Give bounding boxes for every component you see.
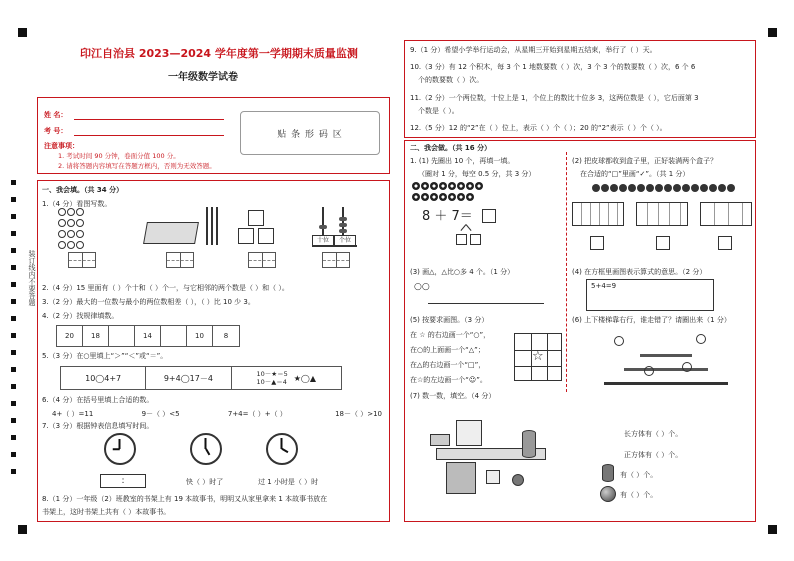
note-1: 1. 考试时间 90 分钟，卷面分值 100 分。 [58, 152, 180, 160]
s2-q2-line1: (2) 把皮球都收到盒子里，正好装满两个盒子？ [572, 157, 718, 165]
s2-q2-line2: 在合适的“□”里画“✓”。（共 1 分） [580, 170, 690, 178]
q6-item[interactable]: 18－（ ）>10 [335, 410, 382, 418]
box-picture-3 [700, 202, 752, 226]
q4-cell[interactable]: 10 [187, 326, 213, 346]
q7-text: 7.（3 分）根据钟表信息填写时间。 [42, 422, 154, 430]
check-box-2[interactable] [656, 236, 670, 250]
barcode-label: 贴 条 形 码 区 [277, 129, 343, 140]
cylinder-icon [602, 464, 614, 482]
box-picture-1 [572, 202, 624, 226]
q1-answer-4[interactable] [322, 252, 350, 268]
q7-quick: 快（ ）时了 [186, 478, 224, 486]
s2-q1-line2: （圈对 1 分，每空 0.5 分，共 3 分） [418, 170, 536, 178]
digital-clock-answer[interactable]: : [100, 474, 146, 488]
section2-divider [566, 152, 567, 392]
s2-q5-text: (5) 按要求画图。（3 分） [410, 316, 489, 324]
s2-q5-line3: 在△的右边画一个“□”， [410, 361, 486, 369]
q1-answer-2[interactable] [166, 252, 194, 268]
registration-mark [768, 28, 777, 37]
s2-q5-line1: 在 ☆ 的右边画一个“○”， [410, 331, 491, 339]
s2-q3-answer-line[interactable] [428, 303, 544, 304]
q10-line1: 10.（3 分）有 12 个积木，每 3 个 1 地数要数（ ）次，3 个 3 个的数要数（ ）次，6 个 6 [410, 63, 696, 71]
q4-pattern-row [56, 325, 240, 347]
q5-star-eq: 10－★＝5 [256, 369, 288, 378]
apples-picture [58, 208, 98, 252]
q5-item-c[interactable]: ★◯▲ [293, 373, 317, 383]
q4-cell[interactable] [109, 326, 135, 346]
q4-text: 4.（2 分）找规律填数。 [42, 312, 119, 320]
q12-text: 12.（5 分）12 的“2”在（ ）位上，表示（ ）个（ ）；20 的“2”表示（ ）个（ ）。 [410, 124, 667, 132]
q8-line1: 8.（1 分）一年级（2）班教室的书架上有 19 本故事书，明明又从家里拿来 1 本故事书放在 [42, 495, 328, 503]
q2-text: 2.（4 分）15 里面有（ ）个十和（ ）个一，与它相邻的两个数是（ ）和（ ）。 [42, 284, 289, 292]
exam-title: 印江自治县 2023—2024 学年度第一学期期末质量监测 [80, 47, 358, 60]
s2-q5-grid[interactable] [514, 333, 562, 381]
s2-q5-line2: 在○的上面画一个“△”； [410, 346, 485, 354]
note-2: 2. 请将答题内容填写在答题方框内，否则为无效答题。 [58, 162, 216, 170]
s2-q4-text: (4) 在方框里画图表示算式的意思。（2 分） [572, 268, 707, 276]
cubes-picture [238, 210, 282, 248]
s2-q7-d: 有（ ）个。 [620, 491, 658, 499]
barcode-area [240, 111, 380, 155]
s2-q3-circles: ○○ [414, 282, 430, 292]
q11-line1: 11.（2 分）一个两位数，十位上是 1，个位上的数比十位多 3，这两位数是（ ），它后面第 3 [410, 94, 699, 102]
q4-cell[interactable]: 20 [57, 326, 83, 346]
s2-q1-answer-box[interactable] [482, 209, 496, 223]
q1-answer-3[interactable] [248, 252, 276, 268]
q6-row [52, 409, 382, 419]
pencils-picture [204, 207, 220, 245]
s2-q7-text: (7) 数一数，填空。（4 分） [410, 392, 496, 400]
q9-text: 9.（1 分）希望小学举行运动会，从星期三开始到星期五结束，举行了（ ）天。 [410, 46, 657, 54]
ge-label: 个位 [334, 235, 356, 246]
q4-cell[interactable]: 18 [83, 326, 109, 346]
q10-line2: 个的数要数（ ）次。 [418, 76, 484, 84]
clock-icon [104, 433, 136, 465]
notes-title: 注意事项： [44, 142, 79, 150]
q5-item-b[interactable]: 9+4◯17－4 [146, 367, 231, 389]
registration-mark [18, 28, 27, 37]
q6-text: 6.（4 分）在括号里填上合适的数。 [42, 396, 154, 404]
clock-icon [190, 433, 222, 465]
sphere-icon [600, 486, 616, 502]
q1-text: 1.（4 分）看图写数。 [42, 200, 112, 208]
q11-line2: 个数是（ ）。 [418, 107, 459, 115]
q7-past: 过 1 小时是（ ）时 [258, 478, 319, 486]
binding-dots [11, 180, 25, 486]
box-picture-2 [636, 202, 688, 226]
s2-q1-equation: 8 ＋ 7＝ [422, 209, 473, 224]
q1-answer-1[interactable] [68, 252, 96, 268]
q3-text: 3.（2 分）最大的一位数与最小的两位数相差（ ），（ ）比 10 少 3。 [42, 298, 255, 306]
s2-q1-line1: 1. (1) 先圈出 10 个，再填一填。 [410, 157, 515, 165]
s2-q7-b: 正方体有（ ）个。 [624, 451, 683, 459]
q8-line2: 书架上，这时书架上共有（ ）本故事书。 [42, 508, 171, 516]
decompose-box-2[interactable] [470, 234, 481, 245]
star-icon: ☆ [532, 349, 544, 364]
q4-cell[interactable]: 14 [135, 326, 161, 346]
registration-mark [768, 525, 777, 534]
q5-item-a[interactable]: 10◯4+7 [61, 367, 146, 389]
q5-compare-row [60, 366, 342, 390]
q4-cell[interactable] [161, 326, 187, 346]
ruler-box-picture [143, 222, 199, 244]
registration-mark [18, 525, 27, 534]
s2-q7-a: 长方体有（ ）个。 [624, 430, 683, 438]
id-label: 考 号： [44, 127, 68, 135]
name-label: 姓 名： [44, 111, 68, 119]
q5-tri-eq: 10－▲＝4 [256, 378, 287, 386]
balls-picture [592, 184, 752, 195]
q6-item[interactable]: 9－（ ）<5 [141, 410, 180, 418]
stairs-picture [604, 328, 728, 394]
s2-q6-text: (6) 上下楼梯靠右行，谁走错了？请圈出来（1 分） [572, 316, 731, 324]
q6-item[interactable]: 7+4=（ ）+（ ） [227, 410, 287, 418]
id-field[interactable] [74, 135, 224, 136]
binding-line-text: 装订线内不要答题 [28, 250, 36, 306]
q5-text: 5.（3 分）在○里填上“＞”“＜”或“＝”。 [42, 352, 168, 360]
q6-item[interactable]: 4+（ ）=11 [52, 410, 94, 418]
clock-icon [266, 433, 298, 465]
s2-q4-equation: 5+4=9 [591, 282, 617, 290]
q4-cell[interactable]: 8 [223, 332, 229, 340]
s2-q4-answer-box[interactable] [586, 279, 714, 311]
check-box-3[interactable] [718, 236, 732, 250]
abacus-picture [312, 205, 357, 247]
decompose-box-1[interactable] [456, 234, 467, 245]
flowers-picture [412, 182, 496, 204]
exam-subtitle: 一年级数学试卷 [168, 72, 238, 83]
shi-label: 十位 [312, 235, 334, 246]
name-field[interactable] [74, 119, 224, 120]
solids-picture [426, 412, 556, 512]
section2-title: 二、我会做。（共 16 分） [410, 144, 492, 152]
s2-q7-c: 有（ ）个。 [620, 471, 658, 479]
s2-q3-text: (3) 画△，△比○多 4 个。（1 分） [410, 268, 515, 276]
check-box-1[interactable] [590, 236, 604, 250]
s2-q5-line4: 在☆的左边画一个“☺”。 [410, 376, 487, 384]
section1-title: 一、我会填。（共 34 分） [42, 186, 124, 194]
